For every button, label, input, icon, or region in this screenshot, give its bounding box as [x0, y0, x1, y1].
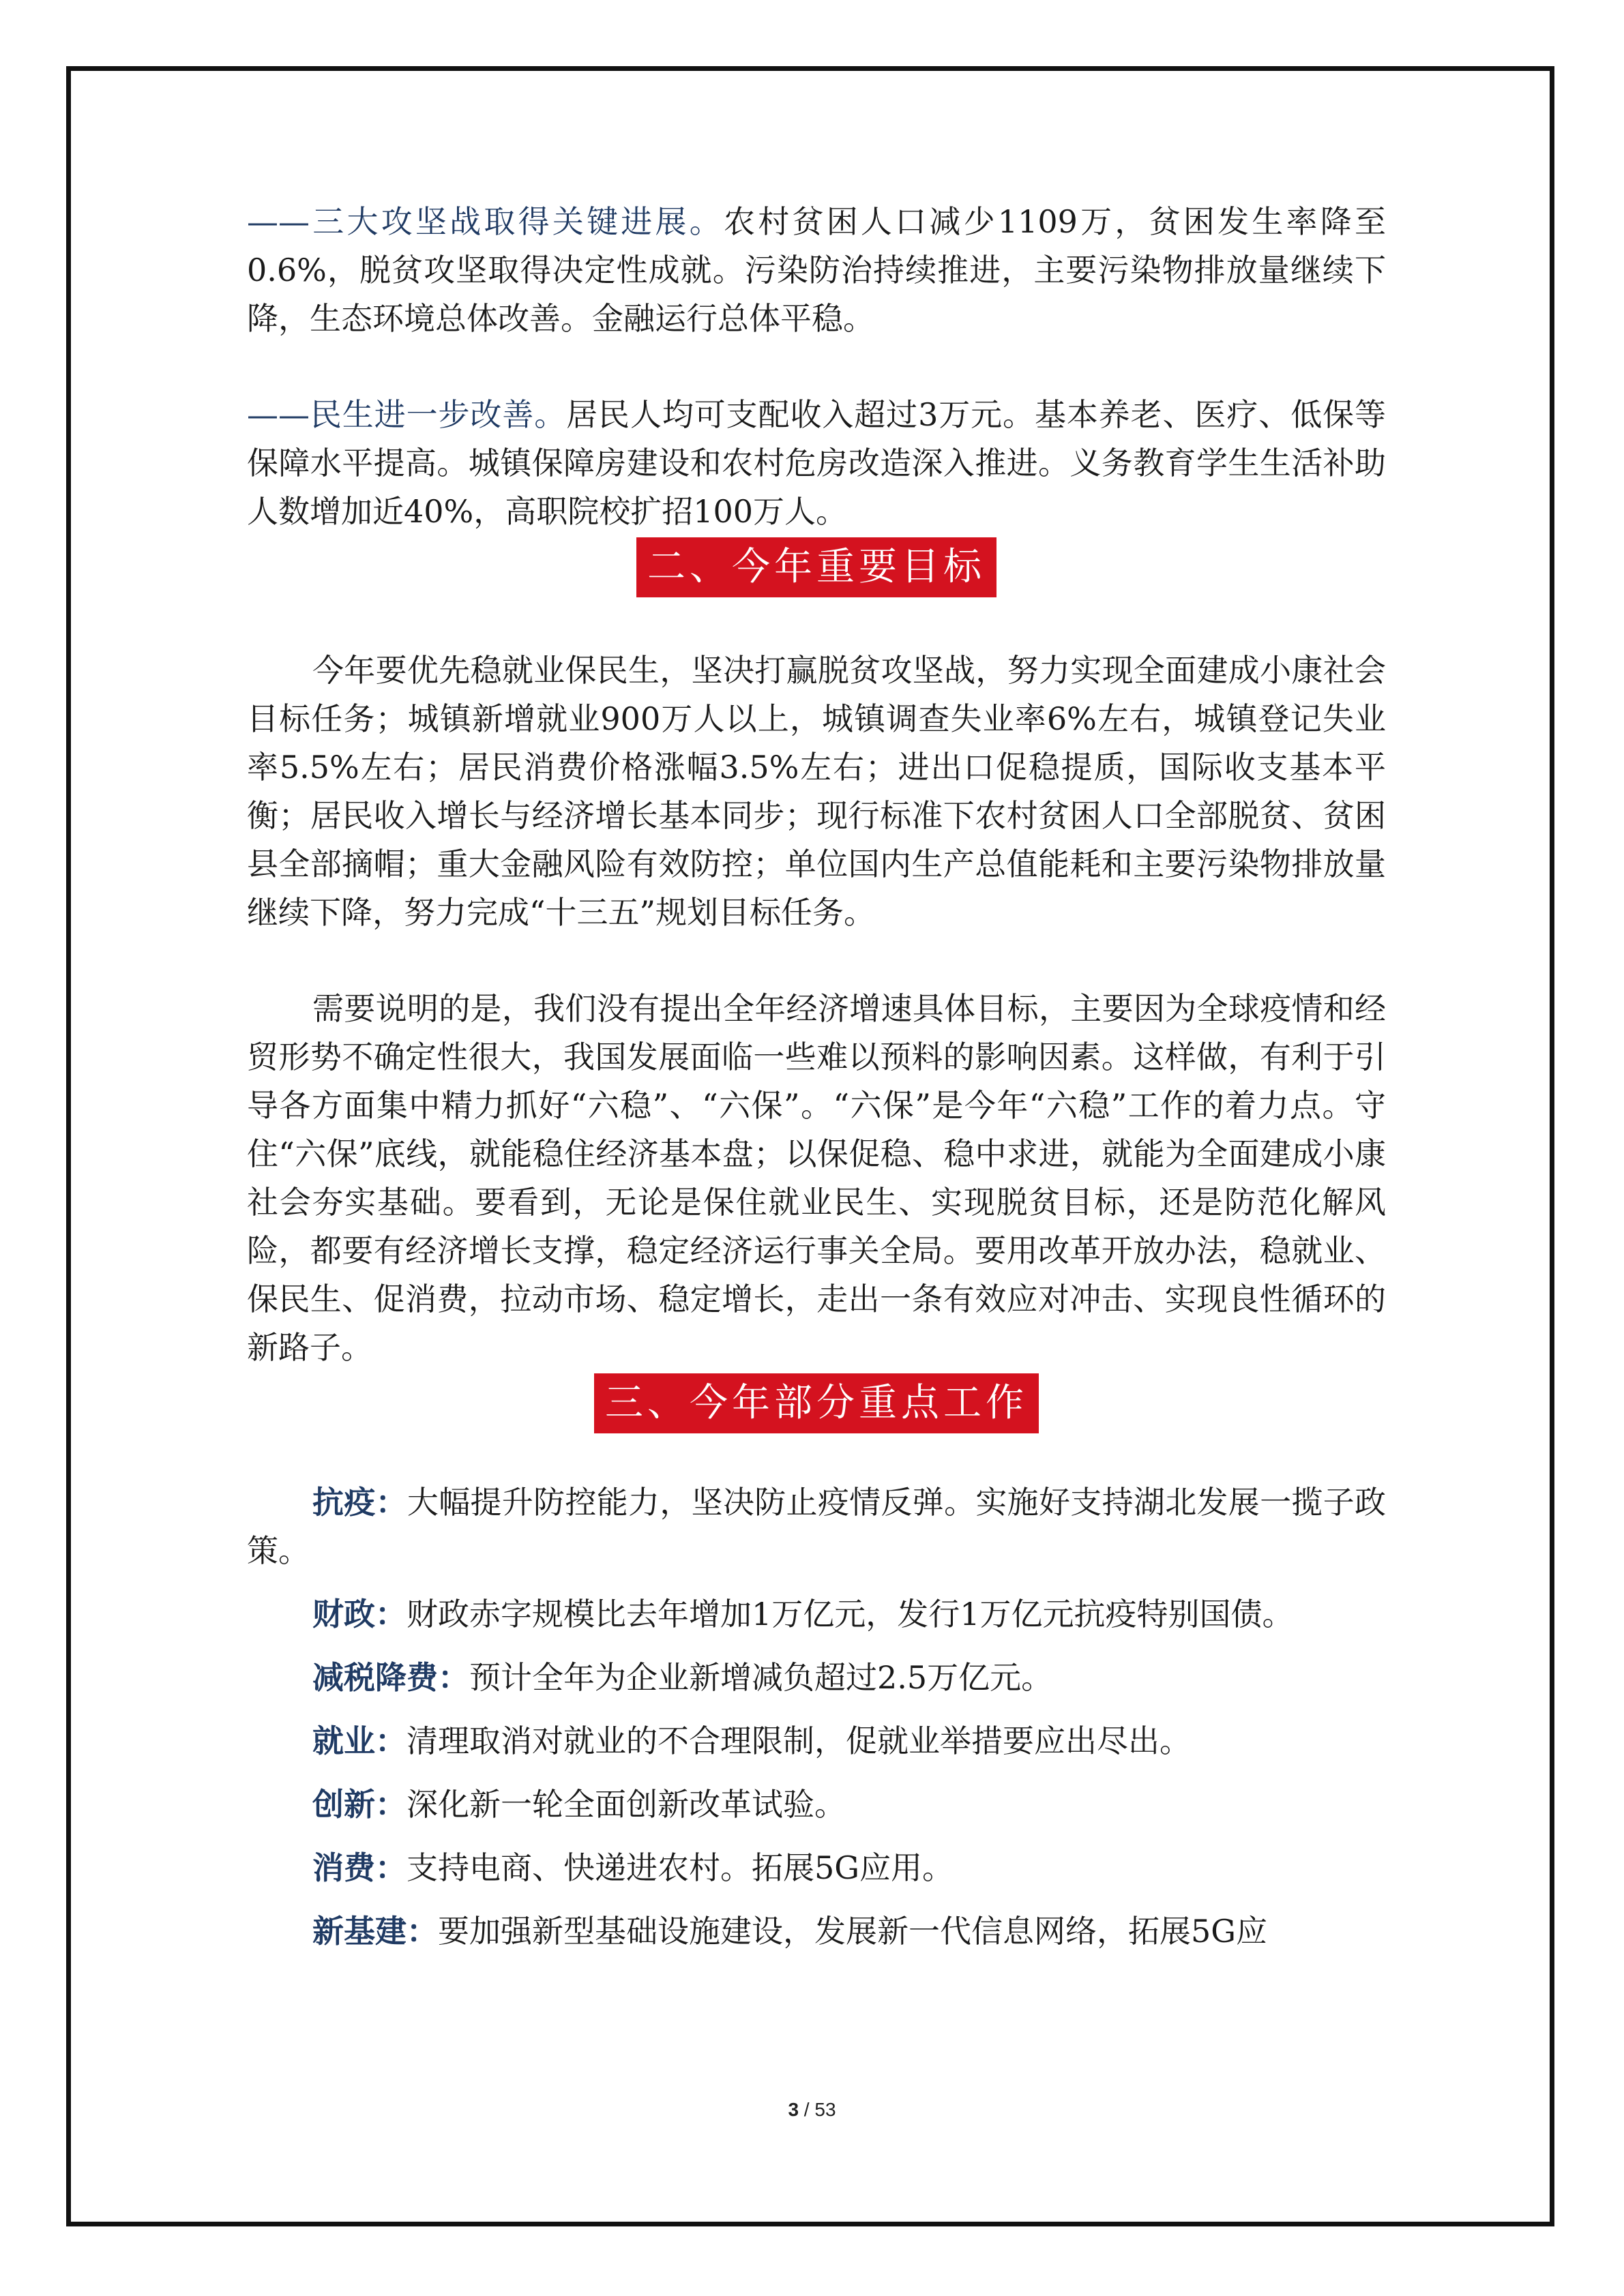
list-item	[247, 1717, 1386, 1765]
item-key: 创新：	[312, 1786, 407, 1823]
item-key: 财政：	[312, 1596, 407, 1632]
paragraph-explanation: 需要说明的是，我们没有提出全年经济增速具体目标，主要因为全球疫情和经贸形势不确定性很大，我国发展面临一些难以预料的影响因素。这样做，有利于引导各方面集中精力抓好“六稳”、“六保”。“六保”是今年“六稳”工作的着力点。守住“六保”底线，就能稳住经济基本盘；以保促稳、稳中求进，就能为全面建成小康社会夯实基础。要看到，无论是保住就业民生、实现脱贫目标，还是防范化解风险，都要有经济增长支撑，稳定经济运行事关全局。要用改革开放办法，稳就业、保民生、促消费，拉动市场、稳定增长，走出一条有效应对冲击、实现良性循环的新路子。	[247, 990, 1386, 1366]
body-text: 居民人均可支配收入超过3万元。基本养老、医疗、低保等保障水平提高。城镇保障房建设和农村危房改造深入推进。义务教育学生生活补助人数增加近40%，高职院校扩招100万人。	[247, 396, 1386, 530]
item-text: 支持电商、快递进农村。拓展5G应用。	[407, 1849, 954, 1886]
item-text: 要加强新型基础设施建设，发展新一代信息网络，拓展5G应	[438, 1913, 1268, 1950]
paragraph-poverty	[247, 198, 1386, 343]
heading-wrap	[247, 1373, 1386, 1433]
page-current: 3	[788, 2099, 799, 2120]
list-item	[247, 1844, 1386, 1892]
list-item	[247, 1907, 1386, 1956]
document-body	[247, 198, 1386, 1971]
paragraph-livelihood	[247, 391, 1386, 536]
item-key: 消费：	[312, 1849, 407, 1886]
item-text: 预计全年为企业新增减负超过2.5万亿元。	[469, 1659, 1053, 1696]
item-key: 抗疫：	[312, 1484, 407, 1521]
lead-text: ——三大攻坚战取得关键进展。	[247, 203, 724, 240]
list-item	[247, 1780, 1386, 1829]
body-text: 农村贫困人口减少1109万，贫困发生率降至0.6%，脱贫攻坚取得决定性成就。污染防治持续推进，主要污染物排放量继续下降，生态环境总体改善。金融运行总体平稳。	[247, 203, 1386, 337]
item-key: 新基建：	[312, 1913, 438, 1950]
page-number	[0, 2099, 1624, 2121]
item-key: 减税降费：	[312, 1659, 469, 1696]
page-total: 53	[814, 2099, 836, 2120]
paragraph-targets: 今年要优先稳就业保民生，坚决打赢脱贫攻坚战，努力实现全面建成小康社会目标任务；城镇新增就业900万人以上，城镇调查失业率6%左右，城镇登记失业率5.5%左右；居民消费价格涨幅3.5%左右；进出口促稳提质，国际收支基本平衡；居民收入增长与经济增长基本同步；现行标准下农村贫困人口全部脱贫、贫困县全部摘帽；重大金融风险有效防控；单位国内生产总值能耗和主要污染物排放量继续下降，努力完成“十三五”规划目标任务。	[247, 652, 1386, 931]
list-item	[247, 1478, 1386, 1575]
heading-wrap	[247, 537, 1386, 597]
item-text: 清理取消对就业的不合理限制，促就业举措要应出尽出。	[407, 1723, 1191, 1759]
item-text: 深化新一轮全面创新改革试验。	[407, 1786, 846, 1823]
lead-text: ——民生进一步改善。	[247, 396, 567, 433]
list-item	[247, 1590, 1386, 1639]
section-heading: 二、今年重要目标	[636, 537, 996, 597]
list-item	[247, 1654, 1386, 1702]
page-separator: /	[799, 2099, 815, 2120]
item-key: 就业：	[312, 1723, 407, 1759]
item-text: 财政赤字规模比去年增加1万亿元，发行1万亿元抗疫特别国债。	[407, 1596, 1294, 1632]
section-heading: 三、今年部分重点工作	[594, 1373, 1039, 1433]
item-text: 大幅提升防控能力，坚决防止疫情反弹。实施好支持湖北发展一揽子政策。	[247, 1484, 1387, 1569]
